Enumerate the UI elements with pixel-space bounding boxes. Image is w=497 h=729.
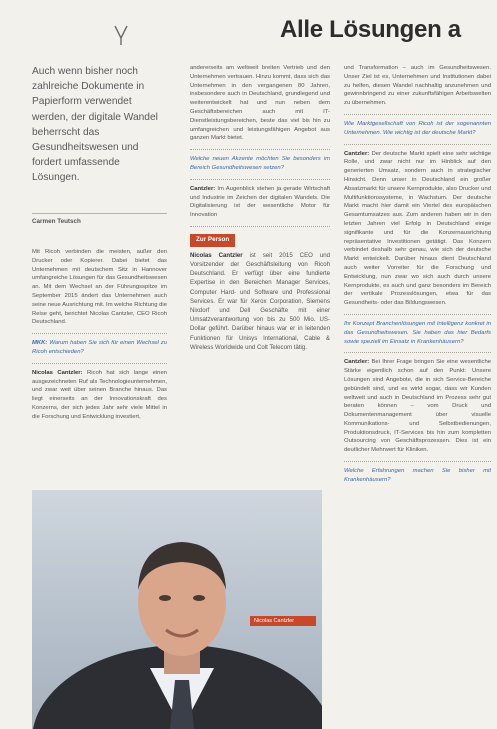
question-5: Welche Erfahrungen machen Sie bisher mit Krankenhäusern? <box>344 468 491 483</box>
question-text: Warum haben Sie sich für einen Wechsel zu Ricoh entschieden? <box>32 340 167 355</box>
portrait-photo <box>32 490 322 729</box>
answer-speaker: Cantzler: <box>344 359 370 366</box>
author-byline: Carmen Teutsch <box>32 213 167 225</box>
answer-1 <box>32 369 167 422</box>
paragraph: andererseits am weltweit breiten Vertrieb und den Unternehmen vertrauen. Hinzu kommt, dass sich das Unternehmen in den vergangenen 80 Jahren, insbesondere auch in Deutschland, grundlegend und weiterentwickelt hat und nun neben dem Geschäftsbereichen auch mit IT-Dienstleistungsbereichen, beste das viel bis hin zu umfangreichen und leistungsfähigen Angebot aus ganzen Markt bietet. <box>190 65 330 142</box>
column-3 <box>344 64 491 491</box>
divider <box>32 333 167 334</box>
question-label: MKK: <box>32 340 48 347</box>
answer-text: Der deutsche Markt spielt eine sehr wichtige Rolle, und zwar nicht nur im Hinblick auf den generierten Umsatz, sondern auch in strategischer Hinsicht. Denn unser in Deutschland ein großer Absatzmarkt für unsere Kernprodukte, also Drucker und Multifunktionssysteme, in Wachstum. Der deutsche Markt macht hier damit ein Viertel des europäischen Gesamtumsatzes aus. Zum anderen haben wir in den letzten Jahren viel Erfolg in Deutschland einige signifikante und für die Konzernausrichtung repräsentative Investitionen getätigt. Das Konzern verbindet deshalb sehr genau, wie sich der deutsche Markt entwickelt. Darüber hinaus dient Deutschland auch weiter Vorreiter für die Forschung und Entwicklung, nun zwar wo sich auch durch unsere Kernprodukte, es auch und ganz besonders im Bereich der vertikale Prozesslösungen, etwa für das Gesundheits- oder das Bildungswesen. <box>344 150 491 307</box>
profile-name: Nicolas Cantzler <box>190 251 243 259</box>
profile-box-title: Zur Person <box>190 234 235 247</box>
answer-3 <box>344 150 491 308</box>
answer-text: Im Augenblick stehen ja gerade Wirtschaft und Industrie im Zeichen der digitalen Wandels. Die Digitalisierung ist der wesentliche Motor für Innovation <box>190 185 331 219</box>
headline: Alle Lösungen a <box>280 16 461 43</box>
divider <box>32 363 167 364</box>
question-1 <box>32 339 167 357</box>
answer-4 <box>344 358 491 455</box>
portrait-illustration <box>32 490 322 729</box>
answer-speaker: Nicolas Cantzler: <box>32 369 83 376</box>
paragraph: und Transformation – auch im Gesundheitswesen. Unser Ziel ist es, Unternehmen und Institutionen dabei zu helfen, diesen Wandel nachhaltig anzunehmen und gewinnbringend zu einer zukunftsfähigen Arbeitswelten zu übernehmen. <box>344 65 491 107</box>
divider <box>344 144 491 145</box>
question-2: Welche neuen Akzente möchten Sie besonders im Bereich Gesundheitswesen setzen? <box>190 156 330 171</box>
answer-speaker: Cantzler: <box>344 150 370 157</box>
answer-speaker: Cantzler: <box>190 185 216 192</box>
divider <box>190 149 330 150</box>
intro-text: Auch wenn bisher noch zahlreiche Dokumente in Papierform verwendet werden, der digitale Wandel beherrscht das Gesundheitswesen und fordert umfassende Lösungen. <box>32 66 158 184</box>
divider <box>344 114 491 115</box>
divider <box>344 314 491 315</box>
divider <box>344 352 491 353</box>
divider <box>190 226 330 227</box>
divider <box>344 461 491 462</box>
column-1 <box>32 248 167 428</box>
lead-paragraph: Mit Ricoh verbinden die meisten, außer den Drucker oder Kopierer. Dabei bietet das Unternehmen mit deutschem Sitz in Hannover umfangreiche Lösungen für das Gesundheitswesen an. Mit dem Wechsel an der Führungsspitze im September 2015 ändert das Unternehmen auch seine neue Ausrichtung mit. Im welche Richtung die Reise geht, berichtet Nicolas Cantzler, CEO Ricoh Deutschland. <box>32 249 167 326</box>
photo-caption: Nicolas Cantzler <box>250 616 316 626</box>
answer-text: Ricoh hat sich lange einen ausgezeichneten Ruf als Technologieunternehmen, und zwar weit über seinen Branche hinaus. Das liegt einerseits an der Innovationskraft des Konzerns, der sich jedes Jahr sehr viele Mittel in die Forschung und Entwicklung investiert, <box>32 369 168 420</box>
column-2 <box>190 64 330 352</box>
answer-text: Bei Ihrer Frage bringen Sie eine wesentliche Stärke eigentlich schon auf den Punkt: Unsere Lösungen sind Angebote, die in sich Service-Bereiche gebündelt sind, und es wirkt sogar, dass wir Kunden weltweit und auch in Deutschland im Prozess sehr gut beraten können – vom Druck und Dokumentenmanagement über visuelle Kommunikations- und Selbstbedienungen, Produktionsdruck, IT-Services bis hin zum kompletten Outsourcing von Geschäftsprozessen. Dies ist ein deutlicher Mehrwert für Kliniken. <box>344 359 491 454</box>
profile-text: ist seit 2015 CEO und Vorsitzender der Geschäftsleitung von Ricoh Deutschland. Er verfügt über eine fundierte Expertise in den Bereichen Manager Services, Computer Hard- und Software und Professional Services. Er war für Xerox Corporation, Siemens Nixdorf und Dell Geschäfte mit einer Umsatzverantwortung von bis zu 500 Mio. US-Dollar geführt. Darüber hinaus war er in leitenden Funktionen für Unisys International, Cable & Wireless Worldwide und Colt Telecom tätig. <box>190 251 330 351</box>
answer-2 <box>190 185 330 220</box>
profile-box <box>190 251 330 352</box>
question-3: Wie Marktgesellschaft von Ricoh ist der sogenannten Unternehmen. Wie wichtig ist der deutsche Markt? <box>344 120 491 136</box>
divider <box>190 179 330 180</box>
question-4: Ihr Konzept Branchenlösungen mit Intelligenz konkret in das Gesundheitswesen. Sie haben das hier Bedarfs sowie speziell im Einsatz in Krankenhäusern? <box>344 320 491 345</box>
logo-mark-icon <box>114 24 128 46</box>
